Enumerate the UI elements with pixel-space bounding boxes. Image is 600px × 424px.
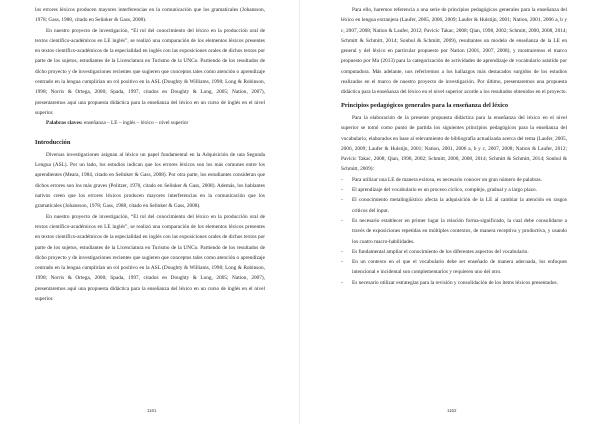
intro-paragraph: En nuestro proyecto de investigación, “El rol del conocimiento del léxico en la producción oral de textos científico-académicos en LE inglés”, se realizó una comparación de los elementos léxicos presentes en textos científico-académicos de la especialidad en inglés con las exposiciones orales de dichos textos por parte de los sujetos, estudiantes de la Licenciatura en Turismo de la UNCo. Partiendo de los resultados de dicho proyecto y de investigaciones recientes que sugieren que conceptos tales como atención o aprendizaje centrado en la lengua cumplirían un rol positivo en la ASL (Doughty & Williams, 1998; Long & Robinson, 1998; Norris & Ortega, 2000; Spada, 1997, citados en Doughty & Long, 2005; Nation, 2007), presentaremos aquí una propuesta didáctica para la enseñanza del léxico en un curso de inglés en el nivel superior. — [35, 213, 265, 303]
page-number: 1161 — [147, 408, 157, 413]
keywords-text: enseñanza – LE – inglés – léxico – nivel superior — [82, 120, 189, 127]
list-item: - Es necesario utilizar estrategias para la revisión y consolidación de los ítems léxicos presentados. — [341, 278, 567, 288]
keywords-line — [35, 118, 265, 128]
left-text-column — [35, 5, 265, 304]
body-paragraph: Para la elaboración de la presente propuesta didáctica para la enseñanza del léxico en el nivel superior se tomó como punto de partida los siguientes principios pedagógicos para la enseñanza del vocabulario, elaborados en base al relevamiento de bibliografía actualizada acerca del tema (Laufer, 2005, 2006, 2009; Laufer & Hulstijn, 2001; Nation, 2001, 2006 a, b y c, 2007, 2008; Nation & Laufer, 2012; Pavicic Takac, 2008; Qian, 1998, 2002; Schmitt, 2000, 2008, 2014; Schmitt & Schmitt, 2014; Sonbul & Schmitt, 2009): — [341, 114, 567, 173]
intro-paragraph: Diversas investigaciones asignan al léxico un papel fundamental en la Adquisición de una Segunda Lengua (ASL). Por un lado, los estudios indican que los errores léxicos son los más comunes entre los aprendientes (Meara, 1984, citado en Selinker & Gass, 2008). Por otra parte, los estudiantes consideran que dichos errores son los más graves (Politzer, 1978, citado en Selinker & Gass, 2008). Además, los hablantes nativos creen que los errores léxicos producen mayores interferencias en la comunicación que los gramaticales (Johansson, 1978; Gass, 1988, citado en Selinker & Gass, 2008). — [35, 151, 265, 210]
summary-paragraph: En nuestro proyecto de investigación, “El rol del conocimiento del léxico en la producción oral de textos científico-académicos en LE inglés”, se realizó una comparación de los elementos léxicos presentes en textos científico-académicos de la especialidad en inglés con las exposiciones orales de dichos textos por parte de los sujetos, estudiantes de la Licenciatura en Turismo de la UNCo. Partiendo de los resultados de dicho proyecto y de investigaciones recientes que sugieren que conceptos tales como atención o aprendizaje centrado en la lengua cumplirían un rol positivo en la ASL (Doughty & Williams, 1998; Long & Robinson, 1998; Norris & Ortega, 2000; Spada, 1997, citados en Doughty & Long, 2005; Nation, 2007), presentaremos aquí una propuesta didáctica para la enseñanza del léxico en un curso de inglés en el nivel superior. — [35, 27, 265, 116]
list-item: - Para utilizar una LE de manera exitosa, es necesario conocer un gran número de palabras. — [341, 175, 567, 185]
principles-list — [341, 175, 567, 288]
list-item: - El conocimiento metalingüístico afecta la adquisición de la LE al cambiar la atención en rasgos críticos del input. — [341, 195, 567, 216]
list-item: - Es necesario establecer en primer lugar la relación forma-significado, la cual debe consolidarse a través de exposiciones repetidas en múltiples contextos, de manera receptiva y productiva, y usando los cuatro macro-habilidades. — [341, 216, 567, 247]
right-text-column — [341, 5, 567, 288]
intro-heading: Introducción — [35, 138, 71, 146]
list-item: - Es fundamental ampliar el conocimiento de los diferentes aspectos del vocabulario. — [341, 247, 567, 257]
page-number: 1162 — [447, 408, 457, 413]
section-heading: Principios pedagógicos generales para la enseñanza del léxico — [341, 101, 509, 109]
keywords-label: Palabras claves: — [46, 120, 83, 127]
continuation-paragraph: los errores léxicos producen mayores interferencias en la comunicación que los gramaticales (Johansson, 1978; Gass, 1988, citado en Selinker & Gass, 2008). — [35, 7, 265, 24]
body-paragraph: Para ello, haremos referencia a una serie de principios pedagógicos generales para la enseñanza del léxico en lengua extranjera (Laufer, 2005, 2006, 2009; Laufer & Hulstijn, 2001; Nation, 2001, 2006 a, b y c, 2007, 2008; Nation & Laufer, 2012; Pavicic Takac, 2008; Qian, 1998, 2002; Schmitt, 2000, 2008, 2014; Schmitt & Schmitt, 2014; Sonbul & Schmitt, 2009), resultantes un modelo de enseñanza de la LE en general y del léxico en particular propuesto por Nation (2001, 2007, 2008), y mostraremos el marco propuesto por Ma (2013) para la categorización de actividades de aprendizaje de vocabulario asistido por computadora. Más adelante, nos referiremos a los hallazgos más destacados surgidos de los estudios realizados en el marco de nuestro proyecto de investigación. Por último, presentaremos una propuesta didáctica para la enseñanza del léxico en el nivel superior acorde a los resultados obtenidos en el proyecto. — [341, 7, 567, 96]
list-item: - El aprendizaje del vocabulario es un proceso cíclico, complejo, gradual y a largo plazo. — [341, 185, 567, 195]
right-page — [300, 0, 600, 424]
list-item: - En un contexto en el que el vocabulario debe ser enseñado de manera adecuada, los enfoques intencional e incidental son complementarios y requieren uno del otro. — [341, 257, 567, 278]
